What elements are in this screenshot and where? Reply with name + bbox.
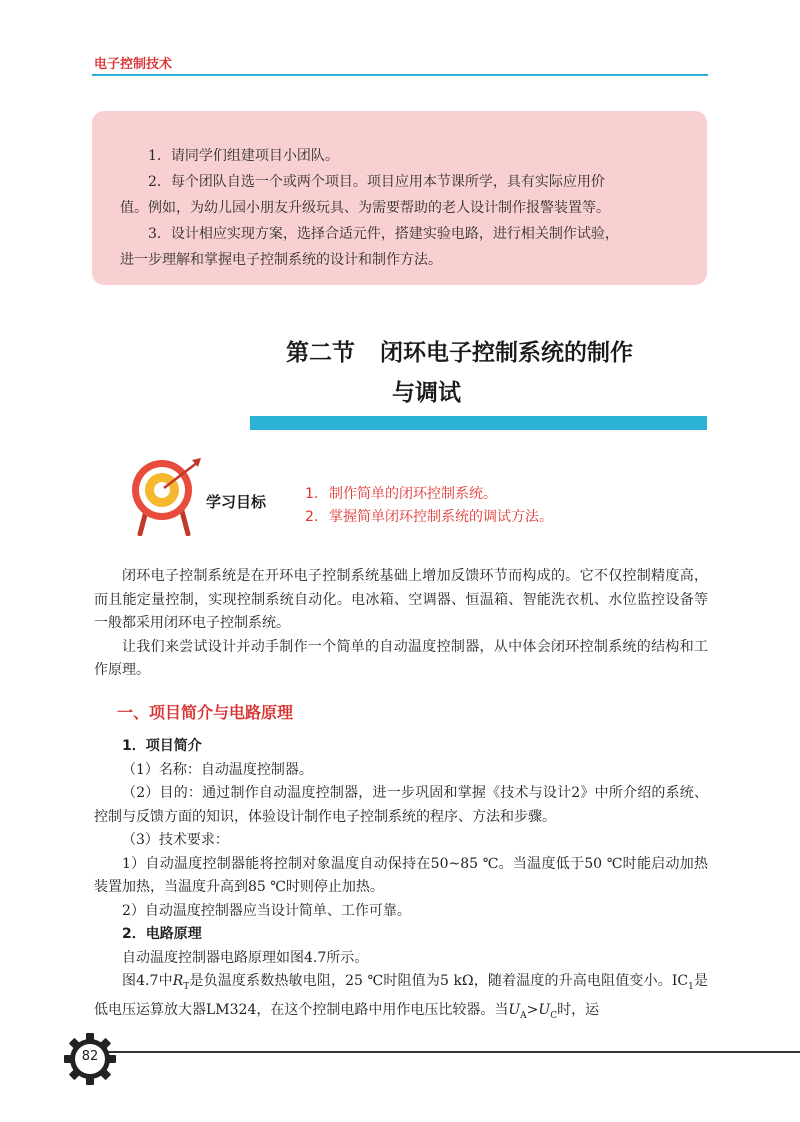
objective-item — [305, 506, 553, 529]
task-line-2: 2．每个团队自选一个或两个项目。项目应用本节课所学，具有实际应用价 — [148, 174, 605, 190]
task-line-1: 1．请同学们组建项目小团队。 — [148, 148, 339, 164]
objective-number: 2. — [305, 509, 319, 525]
subsection-heading-2: 2．电路原理 — [122, 926, 202, 942]
part1-body — [94, 735, 708, 1029]
rt-symbol: R — [172, 973, 184, 989]
uc-subscript: C — [550, 1011, 558, 1022]
objective-text: 掌握简单闭环控制系统的调试方法。 — [329, 509, 553, 525]
task-line-3: 值。例如，为幼儿园小朋友升级玩具、为需要帮助的老人设计制作报警装置等。 — [120, 200, 610, 216]
text-run: 图4.7中 — [122, 973, 173, 989]
text-run: 时，运 — [557, 1002, 600, 1019]
text-run: 是低电压运算放大器LM324，在这个控制电路中用作电压比较器。当 — [94, 973, 709, 1019]
target-icon — [128, 456, 202, 536]
rt-subscript: T — [183, 981, 190, 992]
objectives-list — [305, 483, 553, 529]
objective-item — [305, 483, 553, 506]
ua-symbol: U — [508, 1002, 521, 1019]
ua-subscript: A — [520, 1011, 527, 1022]
footer-divider — [96, 1051, 800, 1053]
intro-paragraph-1: 闭环电子控制系统是在开环电子控制系统基础上增加反馈环节而构成的。它不仅控制精度高，而且能定量控制，实现控制系统自动化。电冰箱、空调器、恒温箱、智能洗衣机、水位监控设备等一般都采用闭环电子控制系统。 — [94, 568, 708, 631]
circuit-intro: 自动温度控制器电路原理如图4.7所示。 — [122, 949, 369, 966]
header-divider — [92, 74, 708, 76]
project-name: （1）名称：自动温度控制器。 — [122, 761, 313, 778]
task-box — [92, 111, 707, 285]
objective-number: 1. — [305, 486, 319, 502]
requirement-2: 2）自动温度控制器应当设计简单、工作可靠。 — [122, 902, 411, 919]
circuit-description — [94, 970, 708, 1029]
greater-than: > — [526, 1002, 539, 1019]
running-header-title: 电子控制技术 — [94, 57, 173, 72]
part-heading: 一、项目简介与电路原理 — [117, 703, 294, 722]
text-run: 是负温度系数热敏电阻，25 ℃时阻值为5 kΩ，随着温度的升高电阻值变小。IC — [189, 973, 689, 989]
objective-text: 制作简单的闭环控制系统。 — [329, 486, 497, 502]
subsection-heading-1: 1．项目简介 — [122, 738, 202, 754]
intro-paragraph-2: 让我们来尝试设计并动手制作一个简单的自动温度控制器，从中体会闭环控制系统的结构和工作原理。 — [94, 638, 708, 678]
section-title-bar — [250, 416, 707, 430]
section-title — [286, 333, 633, 413]
section-title-line-2: 与调试 — [392, 380, 461, 406]
page-number: 82 — [81, 1049, 99, 1064]
intro-text — [94, 565, 708, 683]
requirement-1: 1）自动温度控制器能将控制对象温度自动保持在50~85 ℃。当温度低于50 ℃时能启动加热装置加热，当温度升高到85 ℃时则停止加热。 — [94, 855, 708, 895]
objectives-label: 学习目标 — [206, 493, 267, 511]
requirements-title: （3）技术要求： — [122, 832, 229, 848]
section-title-line-1: 闭环电子控制系统的制作 — [380, 340, 633, 366]
ic-subscript: 1 — [688, 981, 694, 992]
section-number: 第二节 — [286, 340, 355, 366]
task-line-5: 进一步理解和掌握电子控制系统的设计和制作方法。 — [120, 252, 442, 268]
project-purpose: （2）目的：通过制作自动温度控制器，进一步巩固和掌握《技术与设计2》中所介绍的系统、控制与反馈方面的知识，体验设计制作电子控制系统的程序、方法和步骤。 — [94, 785, 708, 825]
task-line-4: 3．设计相应实现方案，选择合适元件，搭建实验电路，进行相关制作试验， — [148, 226, 619, 242]
uc-symbol: U — [538, 1002, 551, 1019]
